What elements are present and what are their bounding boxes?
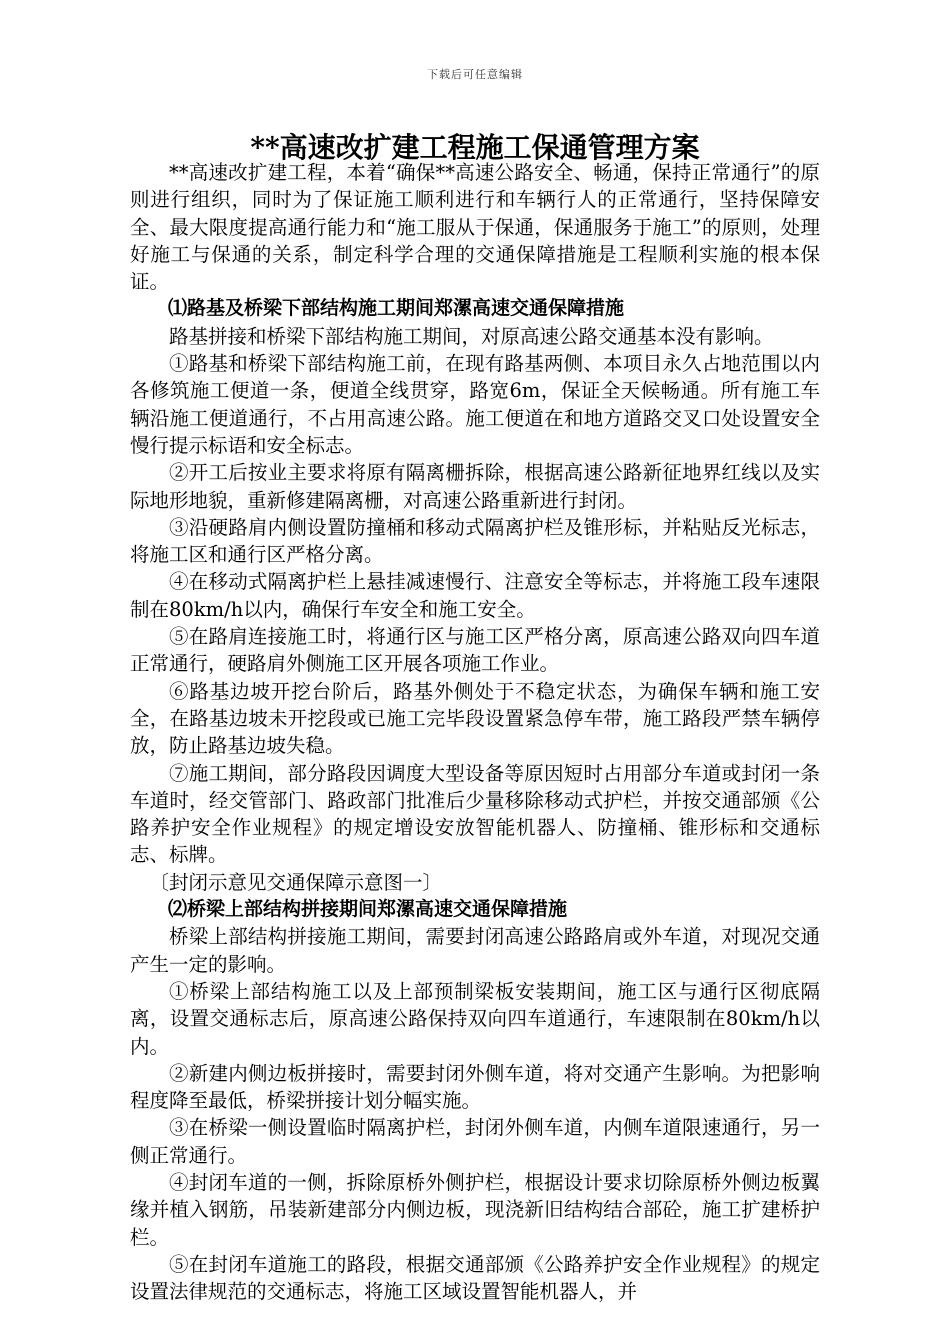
section-heading-1: ⑴路基及桥梁下部结构施工期间郑漯高速交通保障措施	[168, 297, 625, 320]
document-title: **高速改扩建工程施工保通管理方案	[250, 131, 700, 164]
diagram-reference-note: 〔封闭示意见交通保障示意图一〕	[149, 870, 443, 894]
section-1-intro: 路基拼接和桥梁下部结构施工期间，对原高速公路交通基本没有影响。	[169, 324, 774, 348]
download-note: 下载后可任意编辑	[427, 68, 523, 81]
section-1-item-5: ⑤在路肩连接施工时，将通行区与施工区严格分离，原高速公路双向四车道正常通行，硬路肩外侧施工区开展各项施工作业。	[130, 625, 820, 676]
section-1-item-6: ⑥路基边坡开挖台阶后，路基外侧处于不稳定状态，为确保车辆和施工安全，在路基边坡未开挖段或已施工完毕段设置紧急停车带，施工路段严禁车辆停放，防止路基边坡失稳。	[130, 679, 820, 758]
section-2-intro: 桥梁上部结构拼接施工期间，需要封闭高速公路路肩或外车道，对现况交通产生一定的影响。	[130, 925, 820, 976]
section-1-item-3: ③沿硬路肩内侧设置防撞桶和移动式隔离护栏及锥形标，并粘贴反光标志，将施工区和通行区严格分离。	[130, 515, 820, 567]
section-heading-2: ⑵桥梁上部结构拼接期间郑漯高速交通保障措施	[168, 898, 568, 921]
section-1-item-2: ②开工后按业主要求将原有隔离栅拆除，根据高速公路新征地界红线以及实际地形地貌，重新修建隔离栅，对高速公路重新进行封闭。	[130, 461, 820, 512]
section-1-item-1: ①路基和桥梁下部结构施工前，在现有路基两侧、本项目永久占地范围以内各修筑施工便道一条，便道全线贯穿，路宽6m，保证全天候畅通。所有施工车辆沿施工便道通行，不占用高速公路。施工便道在和地方道路交叉口处设置安全慢行提示标语和安全标志。	[130, 352, 820, 457]
section-2-item-3: ③在桥梁一侧设置临时隔离护栏，封闭外侧车道，内侧车道限速通行，另一侧正常通行。	[130, 1116, 820, 1167]
section-2-item-1: ①桥梁上部结构施工以及上部预制梁板安装期间，施工区与通行区彻底隔离，设置交通标志后，原高速公路保持双向四车道通行，车速限制在80km/h以内。	[130, 979, 820, 1058]
section-2-item-2: ②新建内侧边板拼接时，需要封闭外侧车道，将对交通产生影响。为把影响程度降至最低，桥梁拼接计划分幅实施。	[130, 1061, 820, 1113]
section-2-item-5: ⑤在封闭车道施工的路段，根据交通部颁《公路养护安全作业规程》的规定设置法律规范的交通标志，将施工区域设置智能机器人，并	[130, 1252, 820, 1304]
section-1-item-7: ⑦施工期间，部分路段因调度大型设备等原因短时占用部分车道或封闭一条车道时，经交管部门、路政部门批准后少量移除移动式护栏，并按交通部颁《公路养护安全作业规程》的规定增设安放智能机器人、防撞桶、锥形标和交通标志、标牌。	[130, 761, 820, 867]
document-body	[130, 159, 820, 1305]
section-2-item-4: ④封闭车道的一侧，拆除原桥外侧护栏，根据设计要求切除原桥外侧边板翼缘并植入钢筋，吊装新建部分内侧边板，现浇新旧结构结合部砼，施工扩建桥护栏。	[130, 1170, 820, 1249]
section-1-item-4: ④在移动式隔离护栏上悬挂减速慢行、注意安全等标志，并将施工段车速限制在80km/h以内，确保行车安全和施工安全。	[130, 570, 820, 621]
intro-paragraph: **高速改扩建工程，本着“确保**高速公路安全、畅通，保持正常通行”的原则进行组织，同时为了保证施工顺利进行和车辆行人的正常通行，坚持保障安全、最大限度提高通行能力和“施工服从于保通，保通服务于施工”的原则，处理好施工与保通的关系，制定科学合理的交通保障措施是工程顺利实施的根本保证。	[130, 161, 820, 294]
